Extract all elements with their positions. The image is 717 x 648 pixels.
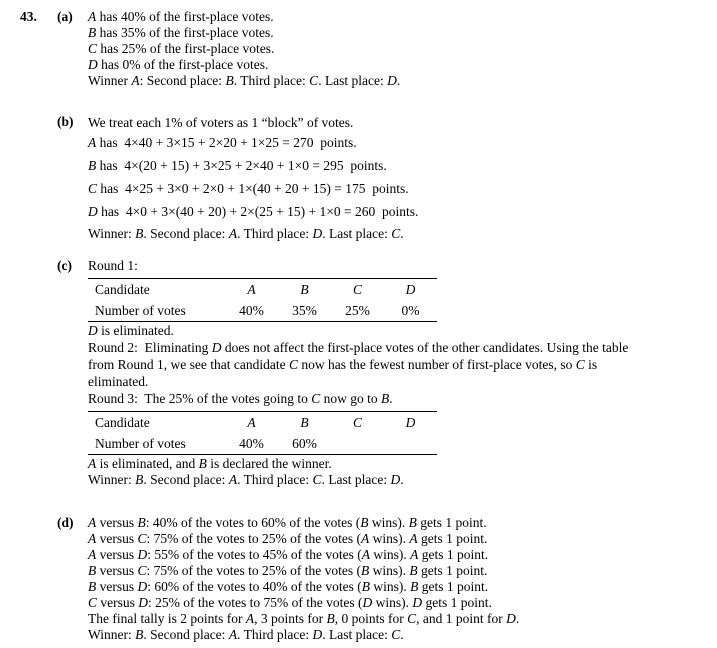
- part-d-label: (d): [57, 515, 74, 530]
- candidate-header-cell: Candidate: [95, 282, 150, 297]
- votes-d-cell: [384, 433, 437, 455]
- votes-label-cell: Number of votes: [95, 436, 186, 451]
- part-d: [57, 515, 717, 643]
- votes-a-cell: 40%: [239, 436, 264, 451]
- round-2-line: eliminated.: [88, 374, 149, 389]
- part-a-line: C has 25% of the first-place votes.: [88, 41, 275, 56]
- candidate-a-cell: A: [247, 415, 256, 430]
- part-a: [57, 9, 717, 89]
- borda-points-equation-b: B has 4×(20 + 15) + 3×25 + 2×40 + 1×0 = 295 points.: [88, 158, 387, 173]
- part-b-label: (b): [57, 114, 74, 129]
- part-c-winner-line: Winner: B. Second place: A. Third place: C. Last place: D.: [88, 472, 404, 487]
- round-2-line: from Round 1, we see that candidate C now has the fewest number of first-place votes, so C is: [88, 357, 598, 372]
- part-b-intro-line: We treat each 1% of voters as 1 “block” of votes.: [88, 115, 354, 130]
- part-b: [57, 114, 717, 244]
- candidate-c-cell: C: [352, 415, 362, 430]
- candidate-a-cell: A: [247, 282, 256, 297]
- votes-c-cell: 25%: [345, 303, 370, 318]
- part-a-line: B has 35% of the first-place votes.: [88, 25, 274, 40]
- table-values-row: [88, 433, 437, 455]
- problem-number: 43.: [20, 9, 37, 24]
- part-b-winner-line: Winner: B. Second place: A. Third place: D. Last place: C.: [88, 226, 404, 241]
- problem-43: [0, 9, 717, 643]
- pairwise-line-c-vs-d: C versus D: 25% of the votes to 75% of the votes (D wins). D gets 1 point.: [88, 595, 492, 610]
- pairwise-line-b-vs-c: B versus C: 75% of the votes to 25% of the votes (B wins). B gets 1 point.: [88, 563, 488, 578]
- candidate-b-cell: B: [300, 415, 309, 430]
- pairwise-line-b-vs-d: B versus D: 60% of the votes to 40% of the votes (B wins). B gets 1 point.: [88, 579, 489, 594]
- d-eliminated-line: D is eliminated.: [88, 323, 174, 338]
- a-eliminated-line: A is eliminated, and B is declared the winner.: [88, 456, 332, 471]
- candidate-b-cell: B: [300, 282, 309, 297]
- part-b-body: [88, 114, 713, 244]
- final-tally-line: The final tally is 2 points for A, 3 points for B, 0 points for C, and 1 point for D.: [88, 611, 520, 626]
- votes-label-cell: Number of votes: [95, 303, 186, 318]
- pairwise-line-a-vs-b: A versus B: 40% of the votes to 60% of the votes (B wins). B gets 1 point.: [88, 515, 487, 530]
- votes-b-cell: 35%: [292, 303, 317, 318]
- part-d-body: [88, 515, 713, 643]
- votes-d-cell: 0%: [401, 303, 420, 318]
- solution-parts: [57, 9, 717, 643]
- round-1-heading: Round 1:: [88, 258, 138, 273]
- borda-points-equation-d: D has 4×0 + 3×(40 + 20) + 2×(25 + 15) + 1×0 = 260 points.: [88, 204, 419, 219]
- candidate-c-cell: C: [352, 282, 362, 297]
- votes-c-cell: [331, 433, 384, 455]
- round-1-table: [88, 278, 437, 322]
- part-d-winner-line: Winner: B. Second place: A. Third place: D. Last place: C.: [88, 627, 404, 642]
- table-values-row: [88, 300, 437, 322]
- round-3-table: [88, 411, 437, 455]
- borda-points-equation-a: A has 4×40 + 3×15 + 2×20 + 1×25 = 270 points.: [88, 135, 357, 150]
- part-a-line: D has 0% of the first-place votes.: [88, 57, 269, 72]
- round-3-line: Round 3: The 25% of the votes going to C now go to B.: [88, 391, 393, 406]
- part-c: [57, 258, 717, 488]
- table-header-row: [88, 279, 437, 301]
- part-c-body: [88, 258, 713, 488]
- part-a-body: [88, 9, 713, 89]
- votes-a-cell: 40%: [239, 303, 264, 318]
- part-a-label: (a): [57, 9, 73, 24]
- candidate-header-cell: Candidate: [95, 415, 150, 430]
- round-2-line: Round 2: Eliminating D does not affect the first-place votes of the other candidates. Using the table: [88, 340, 629, 355]
- table-header-row: [88, 412, 437, 434]
- pairwise-line-a-vs-c: A versus C: 75% of the votes to 25% of the votes (A wins). A gets 1 point.: [88, 531, 488, 546]
- part-a-line: A has 40% of the first-place votes.: [88, 9, 274, 24]
- part-c-label: (c): [57, 258, 72, 273]
- candidate-d-cell: D: [405, 415, 416, 430]
- part-a-winner-line: Winner A: Second place: B. Third place: C. Last place: D.: [88, 73, 401, 88]
- votes-b-cell: 60%: [292, 436, 317, 451]
- borda-points-equation-c: C has 4×25 + 3×0 + 2×0 + 1×(40 + 20 + 15) = 175 points.: [88, 181, 409, 196]
- pairwise-line-a-vs-d: A versus D: 55% of the votes to 45% of the votes (A wins). A gets 1 point.: [88, 547, 489, 562]
- candidate-d-cell: D: [405, 282, 416, 297]
